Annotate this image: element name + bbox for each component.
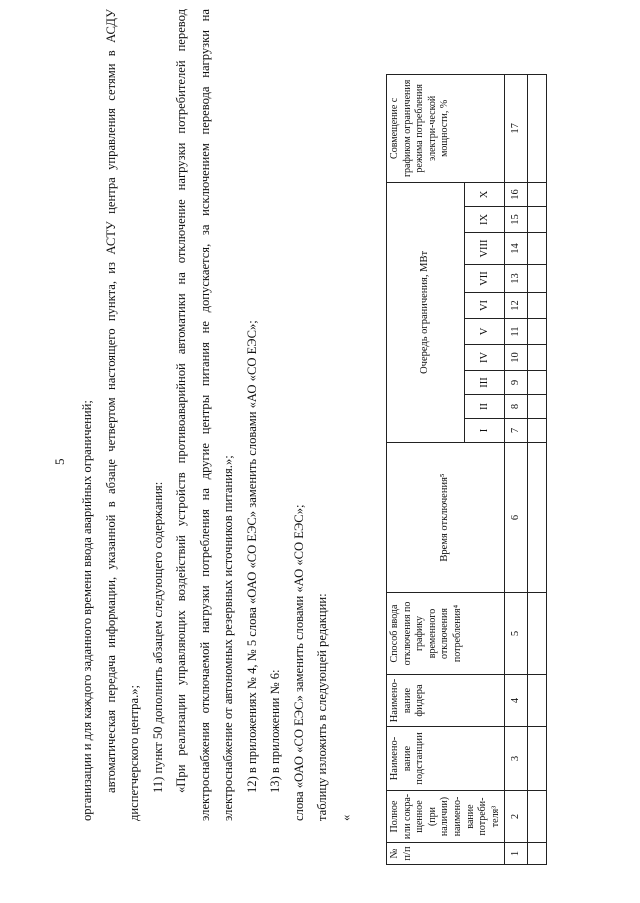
- paragraph: слова «ОАО «СО ЕЭС» заменить словами «АО «СО ЕЭС»;: [291, 504, 306, 821]
- column-number-cell: 3: [505, 727, 528, 791]
- table-cell: [528, 319, 547, 345]
- paragraph: 12) в приложениях № 4, № 5 слова «ОАО «СО ЕЭС» заменить словами «АО «СО ЕЭС»;: [244, 320, 259, 793]
- table-cell: [528, 293, 547, 319]
- data-table: [386, 74, 547, 865]
- header-method: Способ ввода отключения по графику временного отключения потребления⁴: [387, 593, 505, 675]
- column-number-cell: 15: [505, 207, 528, 233]
- header-match: Совмещение с графиком ограничения режима потребления электри-ческой мощности, %: [387, 74, 505, 182]
- column-number-cell: 2: [505, 791, 528, 843]
- paragraph: 11) пункт 50 дополнить абзацем следующего содержания:: [150, 481, 165, 793]
- table-cell: [528, 395, 547, 419]
- table-cell: [528, 371, 547, 395]
- queue-roman-cell: X: [465, 182, 505, 206]
- column-number-cell: 13: [505, 265, 528, 293]
- header-queue: Очередь ограничения, МВт: [387, 182, 465, 442]
- queue-roman-cell: III: [465, 371, 505, 395]
- header-substation: Наимено-вание подстанции: [387, 727, 505, 791]
- column-number-cell: 14: [505, 233, 528, 265]
- page-number: 5: [52, 458, 67, 465]
- document-body: [76, 9, 358, 821]
- queue-roman-cell: VI: [465, 293, 505, 319]
- header-feeder: Наимено-вание фидера: [387, 675, 505, 727]
- column-number-cell: 8: [505, 395, 528, 419]
- queue-roman-cell: VII: [465, 265, 505, 293]
- table-cell: [528, 727, 547, 791]
- queue-roman-cell: IX: [465, 207, 505, 233]
- table-cell: [528, 345, 547, 371]
- table-cell: [528, 74, 547, 182]
- table-cell: [528, 843, 547, 865]
- table-cell: [528, 265, 547, 293]
- table-cell: [528, 791, 547, 843]
- paragraph: организации и для каждого заданного времени ввода аварийных ограничений;: [80, 400, 94, 821]
- header-num: № п/п: [387, 843, 505, 865]
- column-number-cell: 17: [505, 74, 528, 182]
- table-cell: [528, 675, 547, 727]
- column-number-cell: 12: [505, 293, 528, 319]
- header-consumer: Полное или сокра-щенное (при наличии) наимено-вание потреби-теля³: [387, 791, 505, 843]
- paragraph: «: [338, 814, 353, 821]
- queue-roman-cell: V: [465, 319, 505, 345]
- column-number-cell: 1: [505, 843, 528, 865]
- queue-roman-cell: IV: [465, 345, 505, 371]
- column-number-cell: 6: [505, 443, 528, 593]
- queue-roman-cell: VIII: [465, 233, 505, 265]
- queue-roman-cell: II: [465, 395, 505, 419]
- column-number-cell: 5: [505, 593, 528, 675]
- table-cell: [528, 233, 547, 265]
- column-number-cell: 7: [505, 419, 528, 443]
- table-cell: [528, 443, 547, 593]
- table-cell: [528, 182, 547, 206]
- column-number-cell: 11: [505, 319, 528, 345]
- table-header-row: [387, 74, 465, 864]
- column-number-cell: 16: [505, 182, 528, 206]
- table-cell: [528, 593, 547, 675]
- paragraph: таблицу изложить в следующей редакции:: [315, 593, 329, 821]
- column-number-cell: 4: [505, 675, 528, 727]
- column-number-cell: 10: [505, 345, 528, 371]
- table-cell: [528, 207, 547, 233]
- table-cell: [528, 419, 547, 443]
- paragraph: автоматическая передача информации, указанной в абзаце четвертом настоящего пункта, из АСТУ центра управления сетями в АСДУ диспетчерского центра.»;: [103, 9, 141, 821]
- queue-roman-cell: I: [465, 419, 505, 443]
- header-time: Время отключения⁵: [387, 443, 505, 593]
- paragraph: «При реализации управляющих воздействий устройств противоаварийной автоматики на отключение нагрузки потребителей перевод электроснабжения отключаемой нагрузки потребления на другие центры питания не допускается, за исключением перевода нагрузки на электроснабжение от автономных резервных источников питания.»;: [174, 9, 235, 821]
- column-number-row: [505, 74, 528, 864]
- table-empty-row: [528, 74, 547, 864]
- paragraph: 13) в приложении № 6:: [268, 669, 282, 793]
- column-number-cell: 9: [505, 371, 528, 395]
